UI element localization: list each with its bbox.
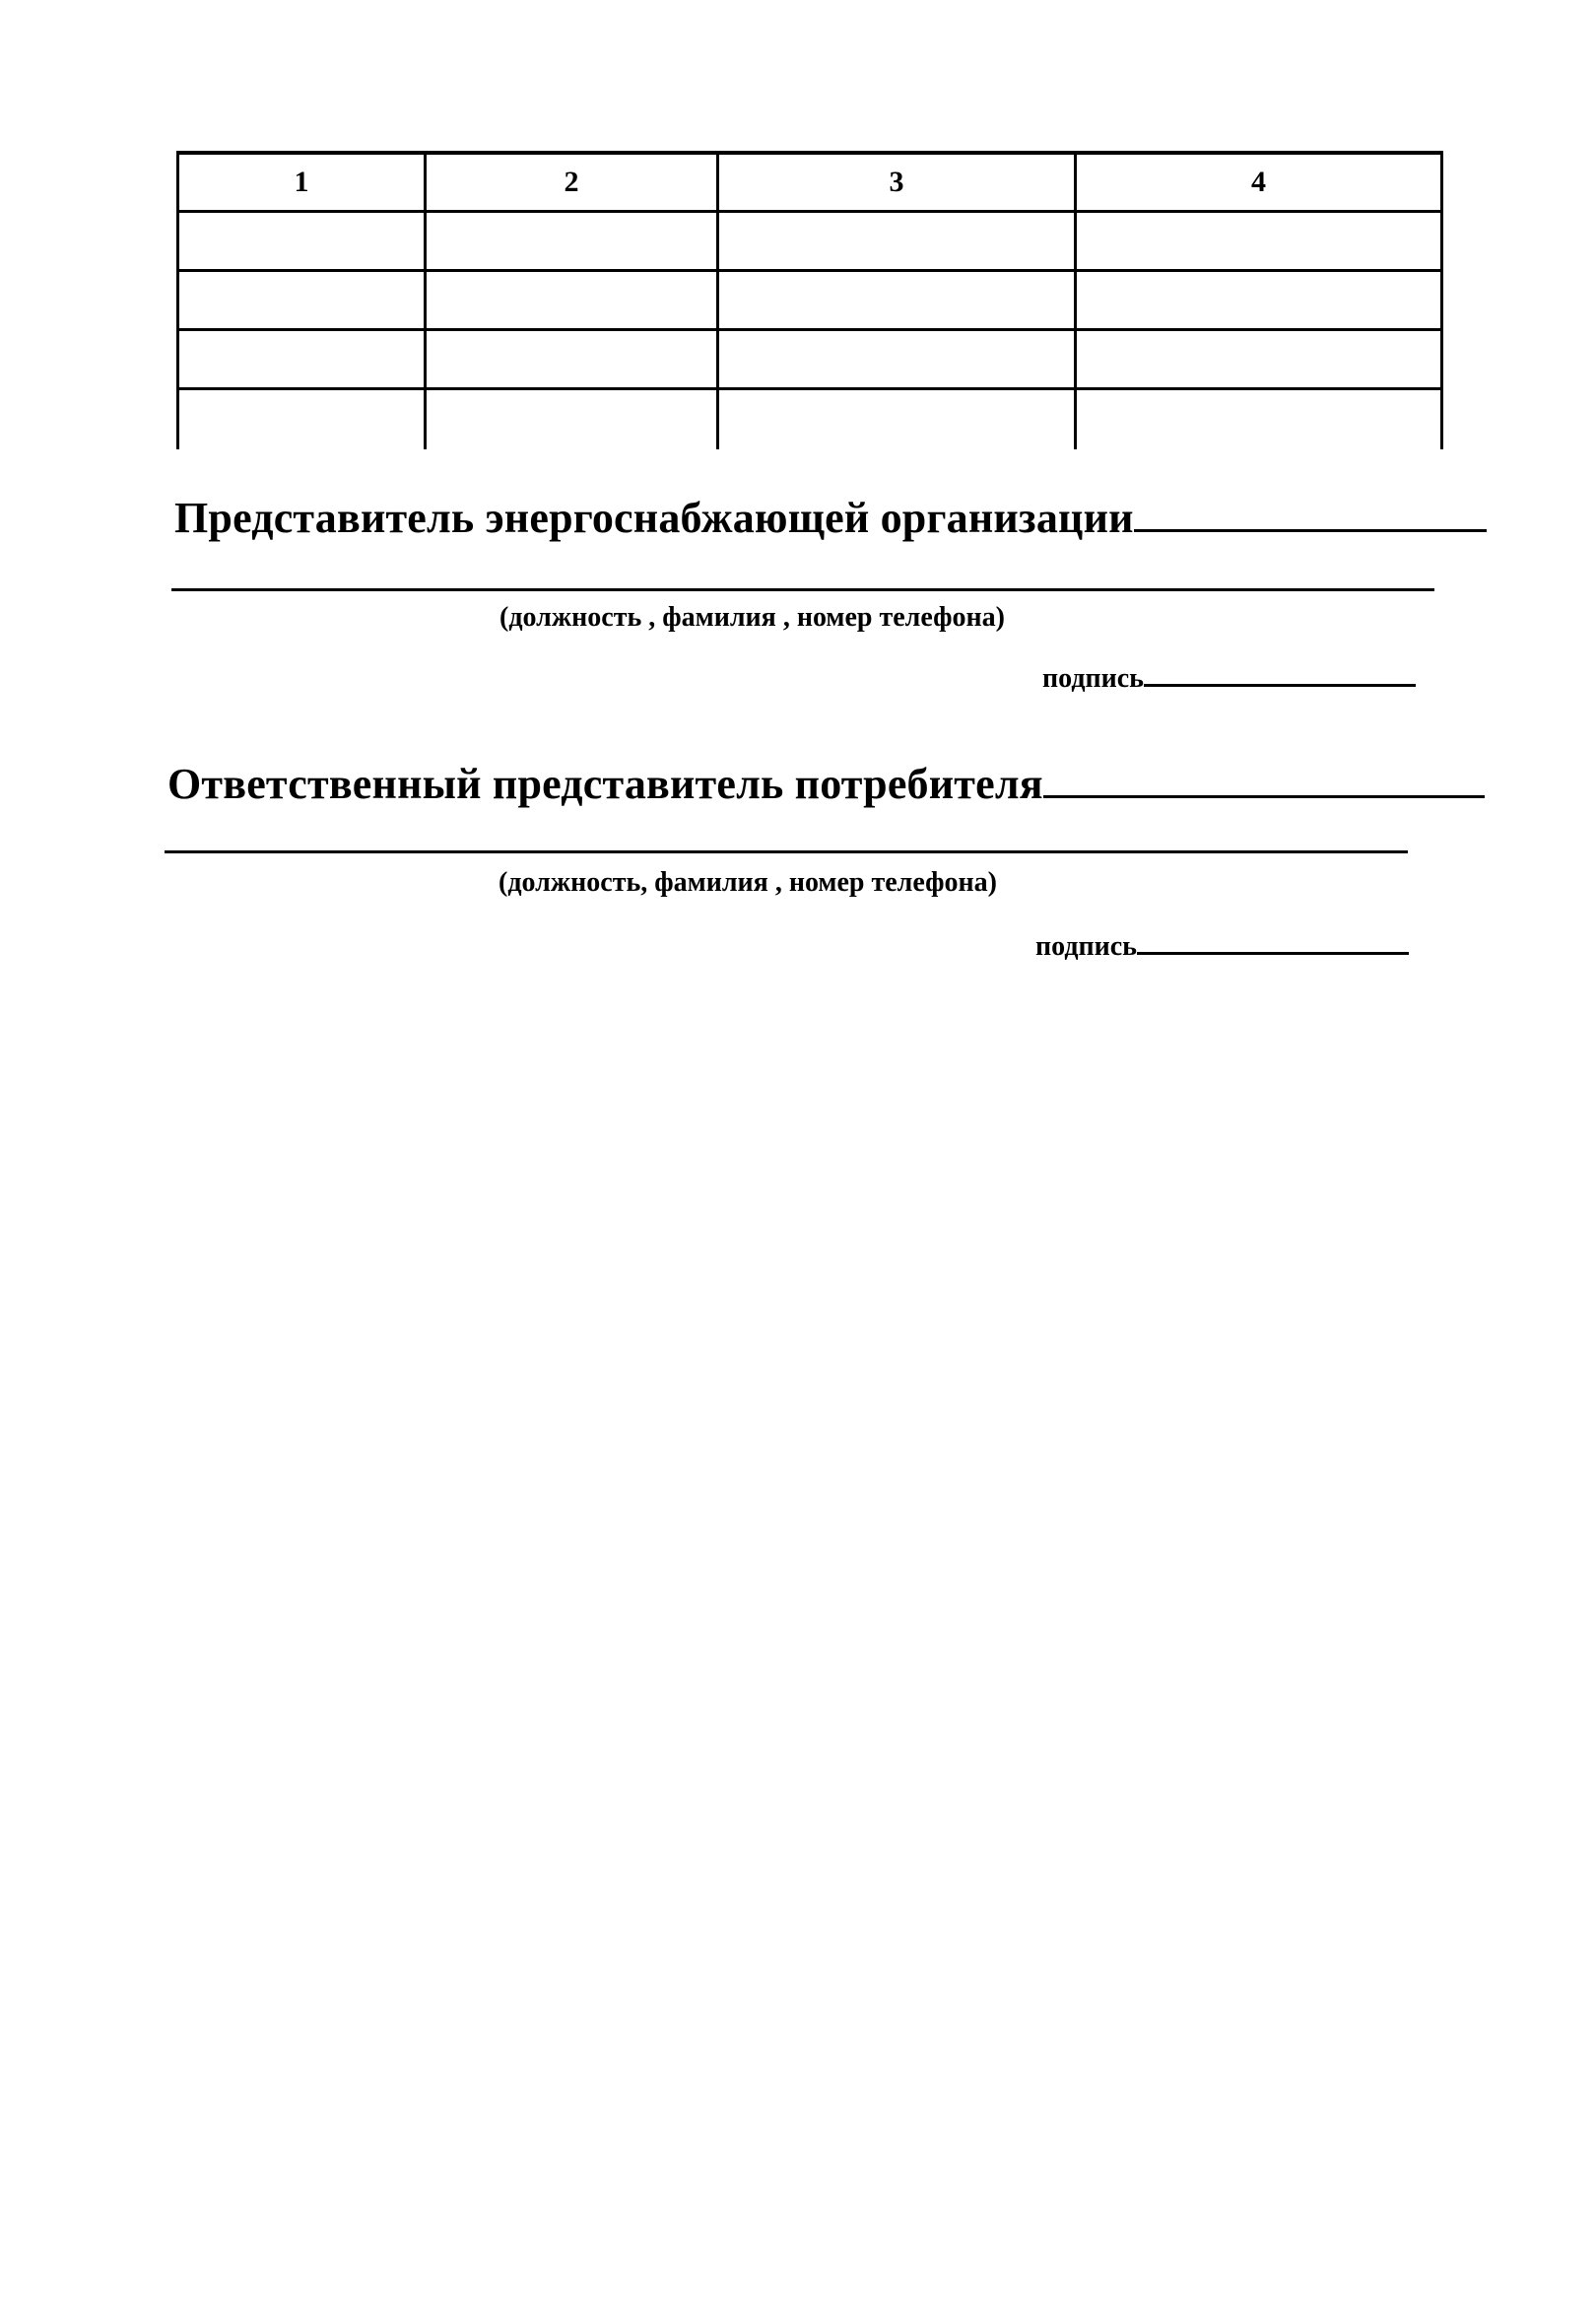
column-header-4: 4 bbox=[1076, 153, 1442, 212]
table-cell[interactable] bbox=[178, 330, 426, 389]
table-cell[interactable] bbox=[1076, 389, 1442, 450]
column-header-3: 3 bbox=[718, 153, 1076, 212]
table-cell[interactable] bbox=[718, 212, 1076, 271]
column-header-2: 2 bbox=[426, 153, 718, 212]
table-cell[interactable] bbox=[1076, 271, 1442, 330]
consumer-signature-line bbox=[1035, 931, 1409, 963]
supplier-representative-line bbox=[174, 493, 1487, 543]
table-cell[interactable] bbox=[426, 389, 718, 450]
table-cell[interactable] bbox=[426, 212, 718, 271]
supplier-details-caption: (должность , фамилия , номер телефона) bbox=[499, 602, 1005, 633]
consumer-representative-line bbox=[167, 759, 1485, 809]
supplier-signature-line bbox=[1042, 663, 1416, 695]
consumer-representative-label: Ответственный представитель потребителя bbox=[167, 760, 1043, 808]
supplier-signature-field[interactable] bbox=[1144, 664, 1416, 687]
column-header-1: 1 bbox=[178, 153, 426, 212]
supplier-representative-field[interactable] bbox=[1134, 500, 1487, 532]
table-cell[interactable] bbox=[1076, 212, 1442, 271]
table-cell[interactable] bbox=[426, 271, 718, 330]
table-row bbox=[178, 330, 1442, 389]
supplier-details-field[interactable] bbox=[171, 588, 1434, 591]
table-row bbox=[178, 389, 1442, 450]
table-row bbox=[178, 271, 1442, 330]
consumer-signature-field[interactable] bbox=[1137, 932, 1409, 955]
table-cell[interactable] bbox=[1076, 330, 1442, 389]
consumer-signature-label: подпись bbox=[1035, 931, 1137, 962]
table-cell[interactable] bbox=[426, 330, 718, 389]
table-row bbox=[178, 212, 1442, 271]
consumer-details-caption: (должность, фамилия , номер телефона) bbox=[499, 867, 997, 898]
consumer-details-field[interactable] bbox=[165, 850, 1408, 853]
table-cell[interactable] bbox=[178, 212, 426, 271]
table-cell[interactable] bbox=[718, 271, 1076, 330]
form-table bbox=[176, 151, 1443, 449]
supplier-representative-label: Представитель энергоснабжающей организации bbox=[174, 494, 1134, 542]
table-cell[interactable] bbox=[718, 330, 1076, 389]
table-cell[interactable] bbox=[178, 389, 426, 450]
table-header-row bbox=[178, 153, 1442, 212]
table-cell[interactable] bbox=[178, 271, 426, 330]
consumer-representative-field[interactable] bbox=[1043, 766, 1485, 798]
table-cell[interactable] bbox=[718, 389, 1076, 450]
supplier-signature-label: подпись bbox=[1042, 663, 1144, 694]
